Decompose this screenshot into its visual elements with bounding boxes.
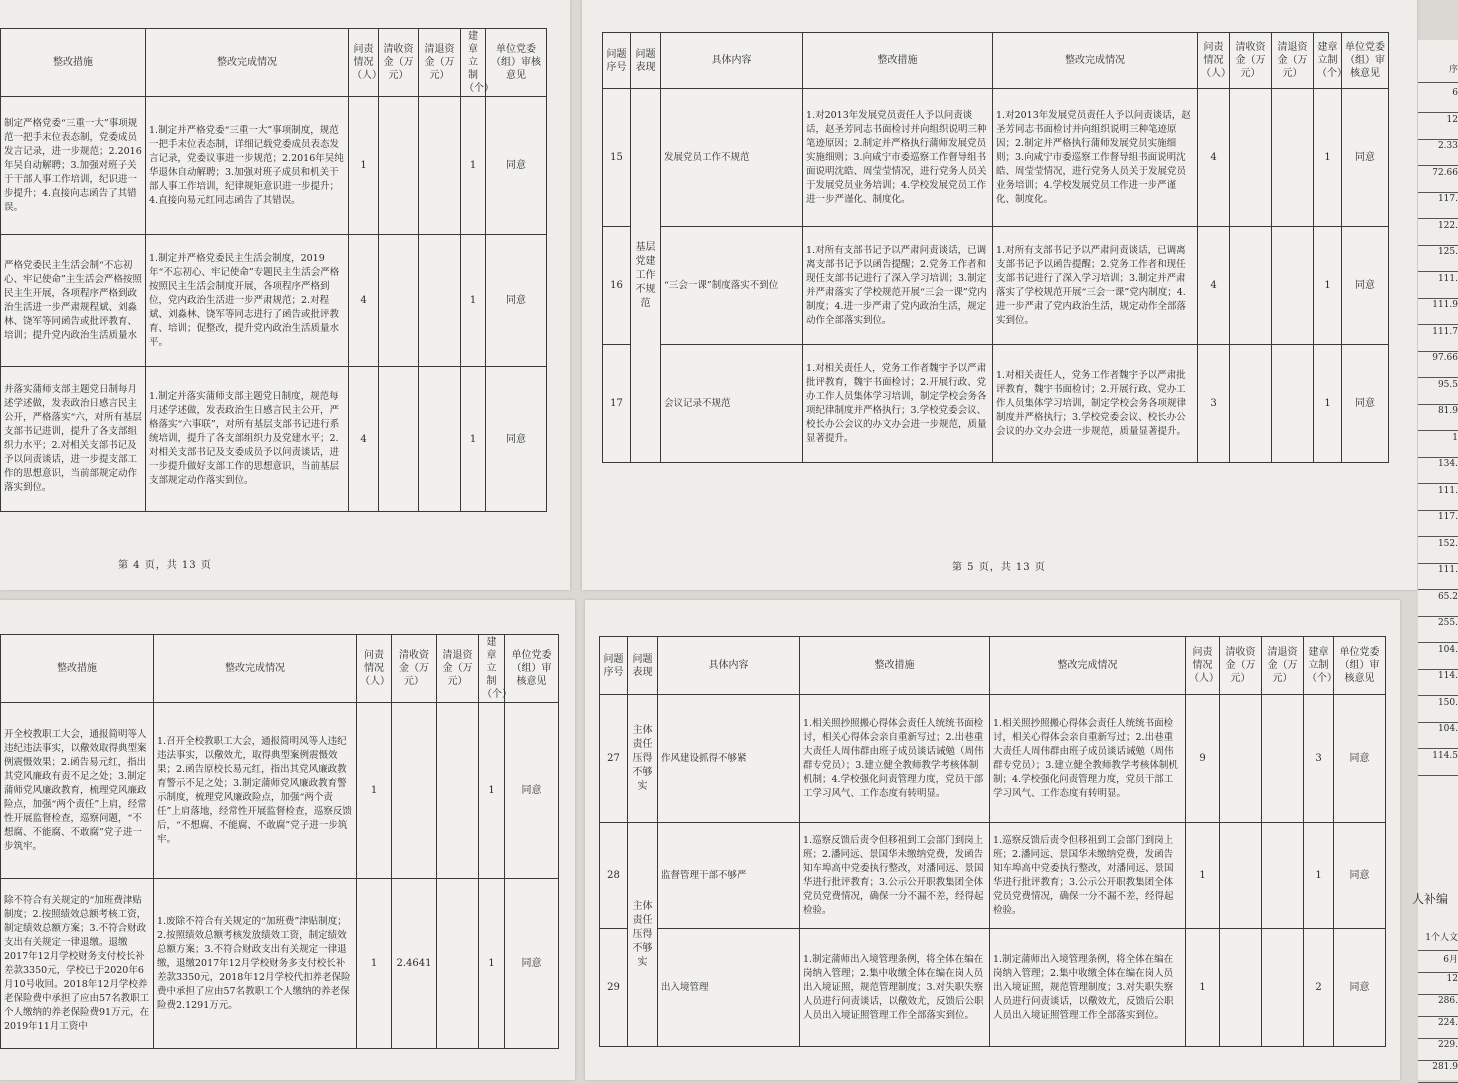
seq-cell: 16 <box>603 227 631 345</box>
rules-cell: 1 <box>461 97 486 235</box>
recovered-cell <box>379 235 419 367</box>
measure-cell: 1.对所有支部书记予以严肃问责谈话，已调离支部书记予以函告提醒；2.党务工作者和现任支部书记进行了深入学习培训；3.制定并严肃落实了学校规范开展“三会一课”党内制度；4.进一步严肃了党内政治生活，规定动作全部落实到位。 <box>803 227 993 345</box>
refunded-cell <box>1262 929 1304 1047</box>
edge-note: 人补编 <box>1412 892 1449 906</box>
edge-value-cell: 81.9 <box>1418 406 1458 431</box>
rules-cell: 1 <box>1314 227 1342 345</box>
page-4-lower-sheet <box>0 600 575 1080</box>
edge-value-cell: 114.5 <box>1418 751 1458 776</box>
refunded-cell <box>1262 695 1304 823</box>
completion-cell: 1.相关照抄照搬心得体会责任人统统书面检讨，相关心得体会亲自重新写过；2.出巷重大责任人周伟群由班子成员谈话诫勉（周伟群专党员）；3.建立健全教师教学考核体制机制；4.学校强化问责管理力度，党员干部工学习风气、工作态度有转明显。 <box>990 695 1186 823</box>
accountable-cell: 1 <box>1186 929 1220 1047</box>
edge-value-cell: 111. <box>1418 486 1458 511</box>
accountable-cell: 4 <box>1198 89 1230 227</box>
refunded-cell <box>419 97 461 235</box>
rules-cell: 1 <box>1314 345 1342 463</box>
accountable-cell: 1 <box>1186 823 1220 929</box>
edge-value-cell: 97.66 <box>1418 353 1458 378</box>
col-accountable: 问责情况（人） <box>1198 33 1230 89</box>
edge-value-cell: 117. <box>1418 194 1458 219</box>
edge-value-cell: 125. <box>1418 247 1458 272</box>
measure-cell: 严格党委民主生活会制“不忘初心、牢记使命”主生活会严格按照民主生开展，各项程序严格到政治生活进一步严肃规程斌、刘淼林、饶军等同函告或批评教育、培训；提升党内政治生活质量水 <box>1 235 146 367</box>
recovered-cell: 2.4641 <box>392 879 437 1049</box>
edge-lower-cell: 1个人文 <box>1418 930 1458 951</box>
edge-lower-cell: 286. <box>1418 996 1458 1017</box>
edge-value-cell: 104. <box>1418 724 1458 749</box>
col-rules: 建章立制（个） <box>1314 33 1342 89</box>
recovered-cell <box>379 97 419 235</box>
seq-cell: 17 <box>603 345 631 463</box>
edge-value-cell: 114. <box>1418 671 1458 696</box>
edge-header: 序 <box>1418 62 1458 83</box>
edge-value-cell: 1 <box>1418 433 1458 458</box>
rules-cell: 1 <box>1304 823 1334 929</box>
table-row <box>1 703 559 879</box>
opinion-cell: 同意 <box>1342 89 1389 227</box>
refunded-cell <box>437 879 479 1049</box>
recovered-cell <box>1220 929 1262 1047</box>
issue-category-cell: 基层党建工作不规范 <box>631 89 661 463</box>
edge-value-cell: 65.2 <box>1418 592 1458 617</box>
table-row <box>1 235 547 367</box>
col-recovered: 清收资金（万元） <box>379 29 419 97</box>
refunded-cell <box>437 703 479 879</box>
content-cell: 作风建设抓得不够紧 <box>658 695 800 823</box>
accountable-cell: 4 <box>349 235 379 367</box>
col-seq: 问题序号 <box>603 33 631 89</box>
table-row <box>1 367 547 512</box>
opinion-cell: 同意 <box>505 879 559 1049</box>
col-completion: 整改完成情况 <box>993 33 1198 89</box>
col-refunded: 清退资金（万元） <box>437 635 479 703</box>
col-refunded: 清退资金（万元） <box>419 29 461 97</box>
page-4-sheet <box>0 0 570 590</box>
col-rules: 建章立制（个） <box>461 29 486 97</box>
completion-cell: 1.制定并严格党委民主生活会制度，2019年“不忘初心、牢记使命”专题民主生活会严格按照民主生活会制度开展，各项程序严格到位，党内政治生活进一步严肃规范；2.对程斌、刘淼林、饶军等同志进行了函告或批评教育、培训；促整改，提升党内政治生活质量水平。 <box>146 235 349 367</box>
col-rules: 建章立制（个） <box>1304 637 1334 695</box>
col-content: 具体内容 <box>661 33 803 89</box>
table-row <box>600 823 1386 929</box>
table-row <box>600 929 1386 1047</box>
rectification-table-top-left <box>0 28 547 512</box>
col-opinion: 单位党委（组）审核意见 <box>505 635 559 703</box>
measure-cell: 1.相关照抄照搬心得体会责任人统统书面检讨，相关心得体会亲自重新写过；2.出巷重大责任人周伟群由班子成员谈话诫勉（周伟群专党员）；3.建立健全教师教学考核体制机制；4.学校强化问责管理力度，党员干部工学习风气、工作态度有转明显。 <box>800 695 990 823</box>
col-completion: 整改完成情况 <box>154 635 357 703</box>
col-recovered: 清收资金（万元） <box>1230 33 1272 89</box>
measure-cell: 1.对相关责任人，党务工作者魏宇予以严肃批评教育，魏宇书面检讨；2.开展行政、党办工作人员集体学习培训，制定学校会务各项纪律制度并严格执行；3.学校党委会议、校长办公会议的办文办会进一步规范，质量显著提升。 <box>803 345 993 463</box>
table-row <box>1 879 559 1049</box>
issue-category-cell: 主体责任压得不够实 <box>628 823 658 1047</box>
accountable-cell: 9 <box>1186 695 1220 823</box>
seq-cell: 29 <box>600 929 628 1047</box>
edge-value-cell: 72.66 <box>1418 168 1458 193</box>
refunded-cell <box>419 367 461 512</box>
edge-value-cell: 12 <box>1418 115 1458 140</box>
table-row <box>603 345 1389 463</box>
col-measures: 整改措施 <box>800 637 990 695</box>
opinion-cell: 同意 <box>1342 345 1389 463</box>
col-rules: 建章立制（个） <box>479 635 505 703</box>
refunded-cell <box>1272 227 1314 345</box>
content-cell: 发展党员工作不规范 <box>661 89 803 227</box>
opinion-cell: 同意 <box>486 97 547 235</box>
col-content: 具体内容 <box>658 637 800 695</box>
completion-cell: 1.对相关责任人，党务工作者魏宇予以严肃批评教育，魏宇书面检讨；2.开展行政、党办工作人员集体学习培训，制定学校会务各项规律制度并严格执行；3.学校党委会议、校长办公会议的办文办会进一步规范，质量显著提升。 <box>993 345 1198 463</box>
recovered-cell <box>379 367 419 512</box>
col-accountable: 问责情况（人） <box>1186 637 1220 695</box>
seq-cell: 27 <box>600 695 628 823</box>
table-row <box>603 89 1389 227</box>
accountable-cell: 4 <box>349 367 379 512</box>
col-recovered: 清收资金（万元） <box>1220 637 1262 695</box>
completion-cell: 1.召开全校教职工大会，通报简明凤等人违纪违法事实，以儆效尤，取得典型案例震慑效果；2.函告原校长易元红，指出其党风廉政教育警示不足之处；3.制定蒲师党风廉政教育警示制度，梳理党风廉政险点，加强“两个责任”上肩落地，经常性开展监督检查，巡察反馈后，“不想腐、不能腐、不敢腐”党子进一步筑牢。 <box>154 703 357 879</box>
opinion-cell: 同意 <box>1334 695 1386 823</box>
edge-value-cell: 255. <box>1418 618 1458 643</box>
refunded-cell <box>1272 89 1314 227</box>
col-seq: 问题序号 <box>600 637 628 695</box>
col-opinion: 单位党委（组）审核意见 <box>1334 637 1386 695</box>
recovered-cell <box>392 703 437 879</box>
accountable-cell: 1 <box>357 703 392 879</box>
accountable-cell: 1 <box>349 97 379 235</box>
recovered-cell <box>1230 89 1272 227</box>
completion-cell: 1.制定并落实蒲师支部主题党日制度，规范每月述学述做，发表政治生日感言民主公开，严格落实“六事联”，对所有基层支部书记进行系统培训，提升了各支部组织力及党建水平；2.对相关支部书记及支委成员予以问责谈话，进一步提升做好支部工作的思想意识，当前基层支部规定动作落实到位。 <box>146 367 349 512</box>
rules-cell: 1 <box>461 235 486 367</box>
table-row <box>1 97 547 235</box>
edge-value-cell: 117. <box>1418 512 1458 537</box>
completion-cell: 1.制定并严格党委“三重一大”事项制度，规范一把手末位表态制，详细记载党委成员表态发言记录，党委议事进一步规范；2.2016年吴纯华退休自动解聘；3.加强对班子成员和机关干部人事工作培训，纪律规矩意识进一步提升；4.直接向易元红同志函告了其错误。 <box>146 97 349 235</box>
completion-cell: 1.对2013年发展党员责任人予以问责谈话，赵圣芳同志书面检讨并向组织说明三种笔迹原因；2.制定并严格执行蒲师发展党员实施细则；3.向咸宁市委巡察工作督导组书面说明沈皓、周莹莹情况，进行党务人员关于发展党员业务培训；4.学校发展党员工作进一步严谨化、制度化。 <box>993 89 1198 227</box>
rectification-table-top-right <box>602 32 1389 463</box>
edge-lower-cell: 229. <box>1418 1040 1458 1061</box>
edge-value-cell: 2.33 <box>1418 141 1458 166</box>
rules-cell: 3 <box>1304 695 1334 823</box>
measure-cell: 1.制定蒲师出入境管理条例，将全体在编在岗纳入管理；2.集中收缴全体在编在岗人员出入境证照，规范管理制度；3.对失职失察人员进行问责谈话，以儆效尤，反馈后公职人员出入境证照管理工作全部落实到位。 <box>800 929 990 1047</box>
col-issue: 问题表现 <box>631 33 661 89</box>
content-cell: 监督管理干部不够严 <box>658 823 800 929</box>
rules-cell: 1 <box>479 879 505 1049</box>
measure-cell: 1.巡察反馈后责令但移祖到工会部门到岗上班；2.潘同远、景国华未缴纳党费，发函告知车埠高中党委执行整改，对潘同远、景国华进行批评教育；3.公示公开职教集团全体党员党费情况，确保一分不漏不差，经得起检验。 <box>800 823 990 929</box>
opinion-cell: 同意 <box>486 367 547 512</box>
completion-cell: 1.废除不符合有关规定的“加班费”津贴制度；2.按照绩效总额考核发放绩效工资，制定绩效总额方案；3.不符合财政支出有关规定一律退缴，退缴2017年12月学校财务多支付校长补差款3350元，2018年12月学校代扣养老保险费中承担了应由57名教职工个人缴纳的养老保险费2.1291万元。 <box>154 879 357 1049</box>
page-5-sheet <box>582 0 1417 590</box>
accountable-cell: 3 <box>1198 345 1230 463</box>
edge-value-cell: 134. <box>1418 459 1458 484</box>
rectification-table-bottom-right <box>599 636 1386 1047</box>
content-cell: 出入境管理 <box>658 929 800 1047</box>
rules-cell: 1 <box>479 703 505 879</box>
page-5-lower-sheet <box>585 600 1400 1080</box>
edge-value-cell: 122. <box>1418 221 1458 246</box>
page-number: 第 5 页，共 13 页 <box>952 562 1046 573</box>
edge-value-cell: 152. <box>1418 539 1458 564</box>
rules-cell: 2 <box>1304 929 1334 1047</box>
edge-value-cell: 111. <box>1418 274 1458 299</box>
partial-sheet-right <box>1412 40 1458 1080</box>
opinion-cell: 同意 <box>505 703 559 879</box>
accountable-cell: 4 <box>1198 227 1230 345</box>
opinion-cell: 同意 <box>1334 823 1386 929</box>
measure-cell: 并落实蒲师支部主题党日制每月述学述做，发表政治日感言民主公开，严格落实“六，对所有基层支部书记进训，提升了各支部组织力水平；2.对相关支部书记及予以问责谈话，进一步提支部工作的思想意识，当前部规定动作落实到位。 <box>1 367 146 512</box>
col-accountable: 问责情况（人） <box>357 635 392 703</box>
measure-cell: 开全校教职工大会，通报简明等人违纪违法事实，以儆效取得典型案例震慑效果；2.函告易元红，指出其党风廉政有责不足之处；3.制定蒲师党风廉政教育，梳理党风廉政险点，加强“两个责任”上肩，经常性开展监督检查，巡察问题，“不想腐、不能腐、不敢腐”党子进一步筑牢。 <box>1 703 154 879</box>
edge-lower-cell: 6月 <box>1418 952 1458 973</box>
accountable-cell: 1 <box>357 879 392 1049</box>
col-accountable: 问责情况（人） <box>349 29 379 97</box>
completion-cell: 1.对所有支部书记予以严肃问责谈话，已调离支部书记予以函告提醒；2.党务工作者和现任支部书记进行了深入学习培训；3.制定并严肃落实了学校规范开展“三会一课”党内制度；4.进一步严肃了党内政治生活，规定动作全部落实到位。 <box>993 227 1198 345</box>
edge-value-cell: 104. <box>1418 645 1458 670</box>
seq-cell: 28 <box>600 823 628 929</box>
rectification-table-bottom-left <box>0 634 559 1049</box>
col-completion: 整改完成情况 <box>990 637 1186 695</box>
measure-cell: 除不符合有关规定的“加班费津贴制度；2.按照绩效总额考核工资，制定绩效总额方案；3.不符合财政支出有关规定一律退缴。退缴2017年12月学校财务支付校长补差款3350元，学校已于2020年6月10号收回。2018年12月学校养老保险费中承担了应由57名教职工个人缴纳的养老保险费91万元，在2019年11月工资中 <box>1 879 154 1049</box>
recovered-cell <box>1220 823 1262 929</box>
col-issue: 问题表现 <box>628 637 658 695</box>
refunded-cell <box>1262 823 1304 929</box>
measure-cell: 制定严格党委“三重一大”事项规范一把手末位表态制，党委成员发言记录，进一步规范；2.2016年吴自动解聘；3.加强对班子关于干部人事工作培训，纪识进一步提升；4.直接向志函告了其错误。 <box>1 97 146 235</box>
col-completion: 整改完成情况 <box>146 29 349 97</box>
edge-value-cell: 150. <box>1418 698 1458 723</box>
col-measures: 整改措施 <box>803 33 993 89</box>
col-refunded: 清退资金（万元） <box>1272 33 1314 89</box>
page-number: 第 4 页，共 13 页 <box>118 560 212 571</box>
edge-value-cell: 6 <box>1418 88 1458 113</box>
measure-cell: 1.对2013年发展党员责任人予以问责谈话，赵圣芳同志书面检讨并向组织说明三种笔迹原因；2.制定并严格执行蒲师发展党员实施细则；3.向咸宁市委巡察工作督导组书面说明沈皓、周莹莹情况，进行党务人员关于发展党员业务培训；4.学校发展党员工作进一步严谨化、制度化。 <box>803 89 993 227</box>
refunded-cell <box>1272 345 1314 463</box>
rules-cell: 1 <box>461 367 486 512</box>
col-measures: 整改措施 <box>1 29 146 97</box>
edge-value-cell: 111.9 <box>1418 300 1458 325</box>
col-measures: 整改措施 <box>1 635 154 703</box>
col-opinion: 单位党委（组）审核意见 <box>1342 33 1389 89</box>
edge-lower-cell: 281.9 <box>1418 1062 1458 1083</box>
col-recovered: 清收资金（万元） <box>392 635 437 703</box>
issue-category-cell: 主体责任压得不够实 <box>628 695 658 823</box>
rules-cell: 1 <box>1314 89 1342 227</box>
opinion-cell: 同意 <box>1334 929 1386 1047</box>
edge-value-cell: 111.7 <box>1418 327 1458 352</box>
edge-value-cell: 95.5 <box>1418 380 1458 405</box>
col-opinion: 单位党委（组）审核意见 <box>486 29 547 97</box>
opinion-cell: 同意 <box>1342 227 1389 345</box>
edge-lower-cell: 224. <box>1418 1018 1458 1039</box>
col-refunded: 清退资金（万元） <box>1262 637 1304 695</box>
refunded-cell <box>419 235 461 367</box>
seq-cell: 15 <box>603 89 631 227</box>
recovered-cell <box>1230 227 1272 345</box>
edge-value-cell: 111. <box>1418 565 1458 590</box>
completion-cell: 1.巡察反馈后责令但移祖到工会部门到岗上班；2.潘同远、景国华未缴纳党费，发函告知车埠高中党委执行整改，对潘同远、景国华进行批评教育；3.公示公开职教集团全体党员党费情况，确保一分不漏不差，经得起检验。 <box>990 823 1186 929</box>
table-row <box>600 695 1386 823</box>
opinion-cell: 同意 <box>486 235 547 367</box>
content-cell: 会议记录不规范 <box>661 345 803 463</box>
content-cell: “三会一课”制度落实不到位 <box>661 227 803 345</box>
completion-cell: 1.制定蒲师出入境管理条例，将全体在编在岗纳入管理；2.集中收缴全体在编在岗人员出入境证照，规范管理制度；3.对失职失察人员进行问责谈话，以儆效尤，反馈后公职人员出入境证照管理工作全部落实到位。 <box>990 929 1186 1047</box>
table-row <box>603 227 1389 345</box>
recovered-cell <box>1230 345 1272 463</box>
recovered-cell <box>1220 695 1262 823</box>
edge-lower-cell: 12 <box>1418 974 1458 995</box>
